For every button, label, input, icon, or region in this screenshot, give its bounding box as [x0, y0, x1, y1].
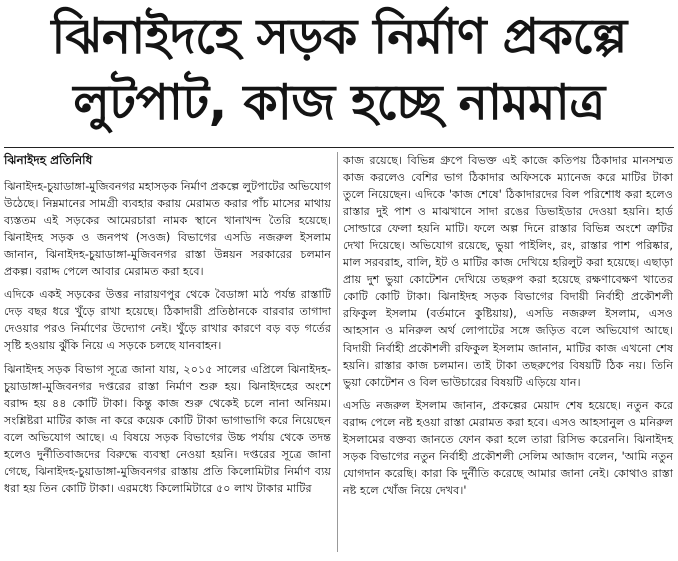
headline-divider: [4, 147, 674, 148]
paragraph: এসডি নজরুল ইসলাম জানান, প্রকল্পের মেয়াদ শেষ হয়েছে। নতুন করে বরাদ্দ পেলে নষ্ট হওয়া রাস্তা মেরামত করা হবে। এসও আহসানুল ও মনিরুল ইসলামের বক্তব্য জানতে ফোন করা হলে তারা রিসিভ করেননি। ঝিনাইদহ সড়ক বিভাগের নতুন নির্বাহী প্রকৌশলী সেলিম আজাদ বলেন, 'আমি নতুন যোগদান করেছি। কারা কি দুর্নীতি করেছে আমার জানা নেই। কোথাও রাস্তা নষ্ট হলে খোঁজ নিয়ে দেখব।': [343, 398, 673, 497]
headline: [0, 4, 678, 136]
byline: ঝিনাইদহ প্রতিনিধি: [4, 153, 93, 167]
headline-line-1: ঝিনাইদহে সড়ক নির্মাণ প্রকল্পে: [51, 8, 627, 65]
paragraph: ঝিনাইদহ-চুয়াডাঙ্গা-মুজিবনগর মহাসড়ক নির্মাণ প্রকল্পে লুটপাটের অভিযোগ উঠেছে। নিম্নমানের সামগ্রী ব্যবহার করায় মেরামত করার পাঁচ মাসের মাথায় ব্যস্ততম এই সড়কের আমেরচারা নামক স্থানে খানাখন্দ তৈরি হয়েছে। ঝিনাইদহ সড়ক ও জনপথ (সওজ) বিভাগের এসডি নজরুল ইসলাম জানান, ঝিনাইদহ-চুয়াডাঙ্গা-মুজিবনগর রাস্তা উন্নয়ন সরকারের চলমান প্রকল্প। বরাদ্দ পেলে আবার মেরামত করা হবে।: [4, 180, 331, 279]
right-column: [343, 152, 673, 499]
paragraph: এদিকে একই সড়কের উত্তর নারায়ণপুর থেকে বৈডাঙ্গা মাঠ পর্যন্ত রাস্তাটি দেড় বছর ধরে খুঁড়ে রাখা হয়েছে। ঠিকাদারী প্রতিষ্ঠানকে বারবার তাগাদা দেওয়ার পরও নির্মাণের উদ্যোগ নেই। খুঁড়ে রাখার কারণে বড় বড় গর্তের সৃষ্টি হওয়ায় ঝুঁকি নিয়ে এ সড়কে চলছে যানবাহন।: [4, 288, 331, 353]
paragraph: ঝিনাইদহ সড়ক বিভাগ সূত্রে জানা যায়, ২০১৫ সালের এপ্রিলে ঝিনাইদহ-চুয়াডাঙ্গা-মুজিবনগর দপ্তরের রাস্তা নির্মাণ শুরু হয়। ঝিনাইদহের অংশে বরাদ্দ হয় ৪৪ কোটি টাকা। কিন্তু কাজ শুরু থেকেই চলে নানা অনিয়ম। সংশ্লিষ্টরা মাটির কাজ না করে কয়েক কোটি টাকা ভাগাভাগি করে নিয়েছেন বলে অভিযোগ আছে। এ বিষয়ে সড়ক বিভাগের উচ্চ পর্যায় থেকে তদন্ত হলেও দুর্নীতিবাজদের বিরুদ্ধে ব্যবস্থা নেওয়া হয়নি। দপ্তরের সূত্রে জানা গেছে, ঝিনাইদহ-চুয়াডাঙ্গা-মুজিবনগর রাস্তায় প্রতি কিলোমিটার নির্মাণ ব্যয় ধরা হয় তিন কোটি টাকা। এরমধ্যে কিলোমিটারে ৫০ লাখ টাকার মাটির: [4, 362, 331, 495]
headline-line-2: লুটপাট, কাজ হচ্ছে নামমাত্র: [73, 74, 605, 131]
left-column: [4, 152, 331, 497]
paragraph: কাজ রয়েছে। বিভিন্ন গ্রুপে বিভক্ত এই কাজে কতিপয় ঠিকাদার মানসম্মত কাজ করলেও বেশির ভাগ ঠিকাদার অফিসকে ম্যানেজ করে মাটির টাকা তুলে নিয়েছেন। এদিকে 'কাজ শেষে' ঠিকাদারদের বিল পরিশোধ করা হলেও রাস্তার দুই পাশ ও মাঝখানে সাদা রঙের ডিভাইডার দেওয়া হয়নি। হার্ড সোল্ডারে ফেলা হয়নি মাটি। ফলে অল্প দিনে রাস্তার বিভিন্ন অংশে ত্রুটির দেখা দিয়েছে। অভিযোগ রয়েছে, ভুয়া পাইলিং, রং, রাস্তার পাশ পরিষ্কার, মাল সরবরাহ, বালি, ইট ও মাটির কাজ দেখিয়ে হরিলুট করা হয়েছে। এছাড়া প্রায় দুশ ভুয়া কোটেশন দেখিয়ে তছরুপ করা হয়েছে রক্ষণাবেক্ষণ খাতের কোটি কোটি টাকা। ঝিনাইদহ সড়ক বিভাগের বিদায়ী নির্বাহী প্রকৌশলী রফিকুল ইসলাম (বর্তমানে কুষ্টিয়ায়), এসডি নজরুল ইসলাম, এসও আহসান ও মনিরুল অর্থ লোপাটের সঙ্গে জড়িত বলে অভিযোগ আছে। বিদায়ী নির্বাহী প্রকৌশলী রফিকুল ইসলাম জানান, মাটির কাজ এখনো শেষ হয়নি। রাস্তার কাজ চলমান। তাই টাকা তছরুপের বিষয়টি ঠিক নয়। তিনি ভুয়া কোটেশন ও বিল ভাউচারের বিষয়টি এড়িয়ে যান।: [343, 154, 673, 389]
column-divider: [337, 152, 338, 552]
